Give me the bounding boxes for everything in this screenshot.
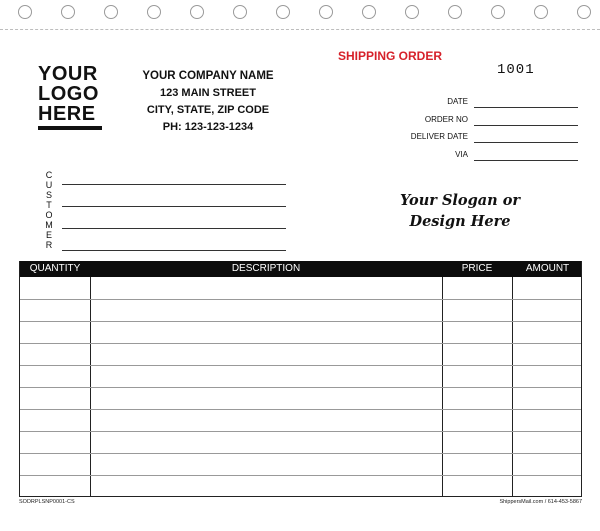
order-no-label: ORDER NO: [424, 115, 468, 124]
feed-hole: [448, 5, 462, 19]
customer-letter: M: [45, 220, 53, 230]
company-city: CITY, STATE, ZIP CODE: [146, 104, 270, 116]
price-header: PRICE: [461, 263, 493, 274]
customer-letter: C: [45, 170, 53, 180]
table-row-line: [20, 299, 581, 300]
table-row-line: [20, 387, 581, 388]
table-row-line: [20, 431, 581, 432]
feed-hole: [362, 5, 376, 19]
customer-letter: R: [45, 240, 53, 250]
company-phone: PH: 123-123-1234: [162, 121, 254, 133]
company-info: [118, 68, 298, 136]
logo-line: LOGO: [38, 83, 99, 105]
slogan-line: Your Slogan or: [399, 192, 521, 209]
customer-letter: E: [45, 230, 52, 240]
feed-hole: [233, 5, 247, 19]
table-row-line: [20, 365, 581, 366]
logo-placeholder: [38, 64, 104, 124]
date-label: DATE: [447, 97, 468, 106]
feed-hole: [491, 5, 505, 19]
logo-line: YOUR: [38, 63, 98, 85]
customer-line[interactable]: [62, 228, 286, 229]
company-name: YOUR COMPANY NAME: [142, 70, 274, 82]
perforation-line: [0, 29, 600, 30]
feed-hole: [405, 5, 419, 19]
form-title: SHIPPING ORDER: [338, 49, 443, 63]
description-header: DESCRIPTION: [231, 263, 301, 274]
tractor-holes: [0, 0, 600, 28]
vendor-info: ShippersMail.com / 614-453-5867: [499, 499, 582, 505]
table-row-line: [20, 343, 581, 344]
logo-underline: [38, 126, 102, 130]
feed-hole: [18, 5, 32, 19]
feed-hole: [104, 5, 118, 19]
table-row-line: [20, 321, 581, 322]
customer-line[interactable]: [62, 206, 286, 207]
customer-line[interactable]: [62, 184, 286, 185]
order-number: 1001: [497, 62, 535, 78]
customer-letter: U: [45, 180, 53, 190]
feed-hole: [61, 5, 75, 19]
feed-hole: [276, 5, 290, 19]
feed-hole: [577, 5, 591, 19]
slogan-line: Design Here: [409, 213, 511, 230]
quantity-header: QUANTITY: [29, 263, 81, 274]
customer-line[interactable]: [62, 250, 286, 251]
logo-line: HERE: [38, 103, 96, 125]
feed-hole: [147, 5, 161, 19]
customer-letter: S: [45, 190, 52, 200]
table-row-line: [20, 475, 581, 476]
feed-hole: [190, 5, 204, 19]
via-label: VIA: [455, 150, 468, 159]
slogan: [395, 190, 525, 232]
customer-label: [44, 170, 54, 250]
company-street: 123 MAIN STREET: [160, 87, 256, 99]
feed-hole: [534, 5, 548, 19]
form-code: SODRPLSNP0001-CS: [19, 499, 75, 505]
items-table: [19, 261, 582, 497]
customer-letter: O: [45, 210, 53, 220]
order-no-field[interactable]: [474, 125, 578, 126]
table-row-line: [20, 409, 581, 410]
via-field[interactable]: [474, 160, 578, 161]
deliver-date-label: DELIVER DATE: [410, 132, 468, 141]
table-header: [20, 261, 581, 277]
customer-letter: T: [46, 200, 52, 210]
amount-header: AMOUNT: [525, 263, 570, 274]
feed-hole: [319, 5, 333, 19]
date-field[interactable]: [474, 107, 578, 108]
table-row-line: [20, 453, 581, 454]
deliver-date-field[interactable]: [474, 142, 578, 143]
